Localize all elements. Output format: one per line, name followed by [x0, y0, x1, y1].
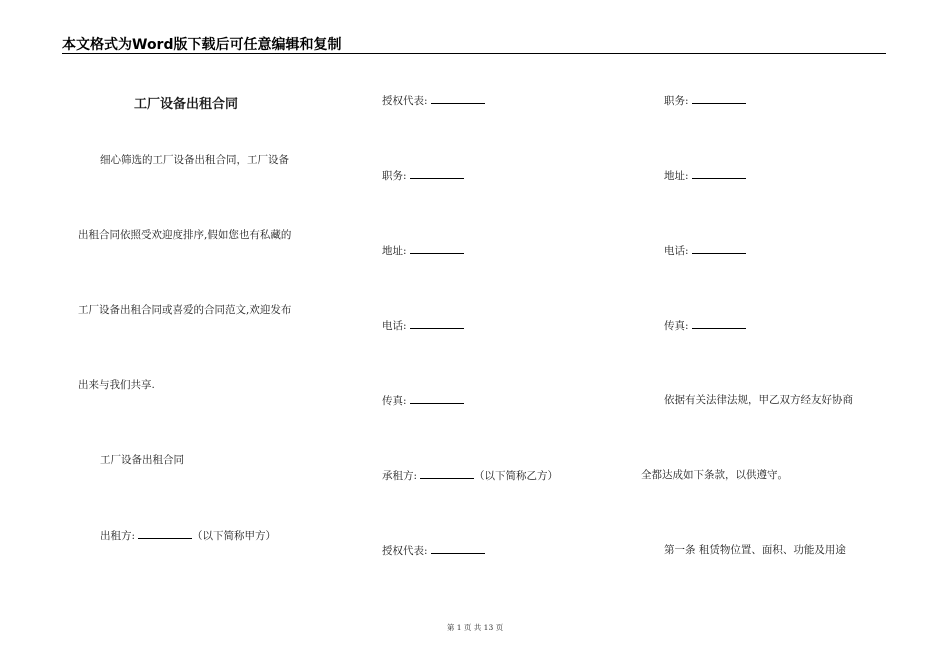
lessor-fax-blank: [410, 393, 464, 404]
lessor-label: 出租方:: [100, 530, 136, 542]
lessee-fax-label: 传真:: [664, 320, 689, 332]
lessee-address-line: [664, 168, 746, 183]
intro-line-3: 工厂设备出租合同或喜爱的合同范文,欢迎发布: [78, 304, 292, 316]
lessor-rep-line: [382, 93, 485, 108]
intro-line-4: 出来与我们共享.: [78, 379, 155, 391]
lessee-fax-line: [664, 318, 746, 333]
lessee-title-label: 职务:: [664, 95, 689, 107]
lessor-title-blank: [410, 168, 464, 179]
header-text: 本文格式为Word版下载后可任意编辑和复制: [62, 37, 342, 53]
lessor-rep-label: 授权代表:: [382, 95, 428, 107]
lessee-rep-label: 授权代表:: [382, 545, 428, 557]
lessor-title-label: 职务:: [382, 170, 407, 182]
lessor-phone-blank: [410, 318, 464, 329]
lessee-title-blank: [692, 93, 746, 104]
lessee-blank: [420, 468, 474, 479]
lessor-title-line: [382, 168, 464, 183]
lessor-address-line: [382, 243, 464, 258]
article-1-heading: 第一条 租赁物位置、面积、功能及用途: [664, 544, 846, 556]
lessor-phone-label: 电话:: [382, 320, 407, 332]
lessee-rep-blank: [431, 543, 485, 554]
intro-line-1: 细心筛选的工厂设备出租合同，工厂设备: [100, 154, 289, 166]
lessor-rep-blank: [431, 93, 485, 104]
intro-line-2: 出租合同依照受欢迎度排序,假如您也有私藏的: [78, 229, 292, 241]
contract-subtitle: 工厂设备出租合同: [100, 454, 184, 466]
document-title: 工厂设备出租合同: [134, 97, 239, 112]
lessee-phone-line: [664, 243, 746, 258]
lessee-phone-blank: [692, 243, 746, 254]
lessor-fax-line: [382, 393, 464, 408]
lessor-phone-line: [382, 318, 464, 333]
lessor-note: （以下简称甲方）: [192, 530, 277, 542]
lessor-blank: [138, 528, 192, 539]
lessee-phone-label: 电话:: [664, 245, 689, 257]
lessee-fax-blank: [692, 318, 746, 329]
lessor-address-blank: [410, 243, 464, 254]
lessee-line: [382, 468, 558, 483]
clause-line-2: 全都达成如下条款，以供遵守。: [641, 469, 788, 481]
lessee-address-blank: [692, 168, 746, 179]
lessor-fax-label: 传真:: [382, 395, 407, 407]
page-header: [62, 33, 886, 54]
lessee-title-line: [664, 93, 746, 108]
lessor-line: [100, 528, 276, 543]
lessee-label: 承租方:: [382, 470, 418, 482]
lessor-address-label: 地址:: [382, 245, 407, 257]
lessee-rep-line: [382, 543, 485, 558]
lessee-note: （以下简称乙方）: [474, 470, 559, 482]
clause-line-1: 依据有关法律法规，甲乙双方经友好协商: [664, 394, 853, 406]
lessee-address-label: 地址:: [664, 170, 689, 182]
page-number: 第 1 页 共 13 页: [446, 623, 504, 632]
